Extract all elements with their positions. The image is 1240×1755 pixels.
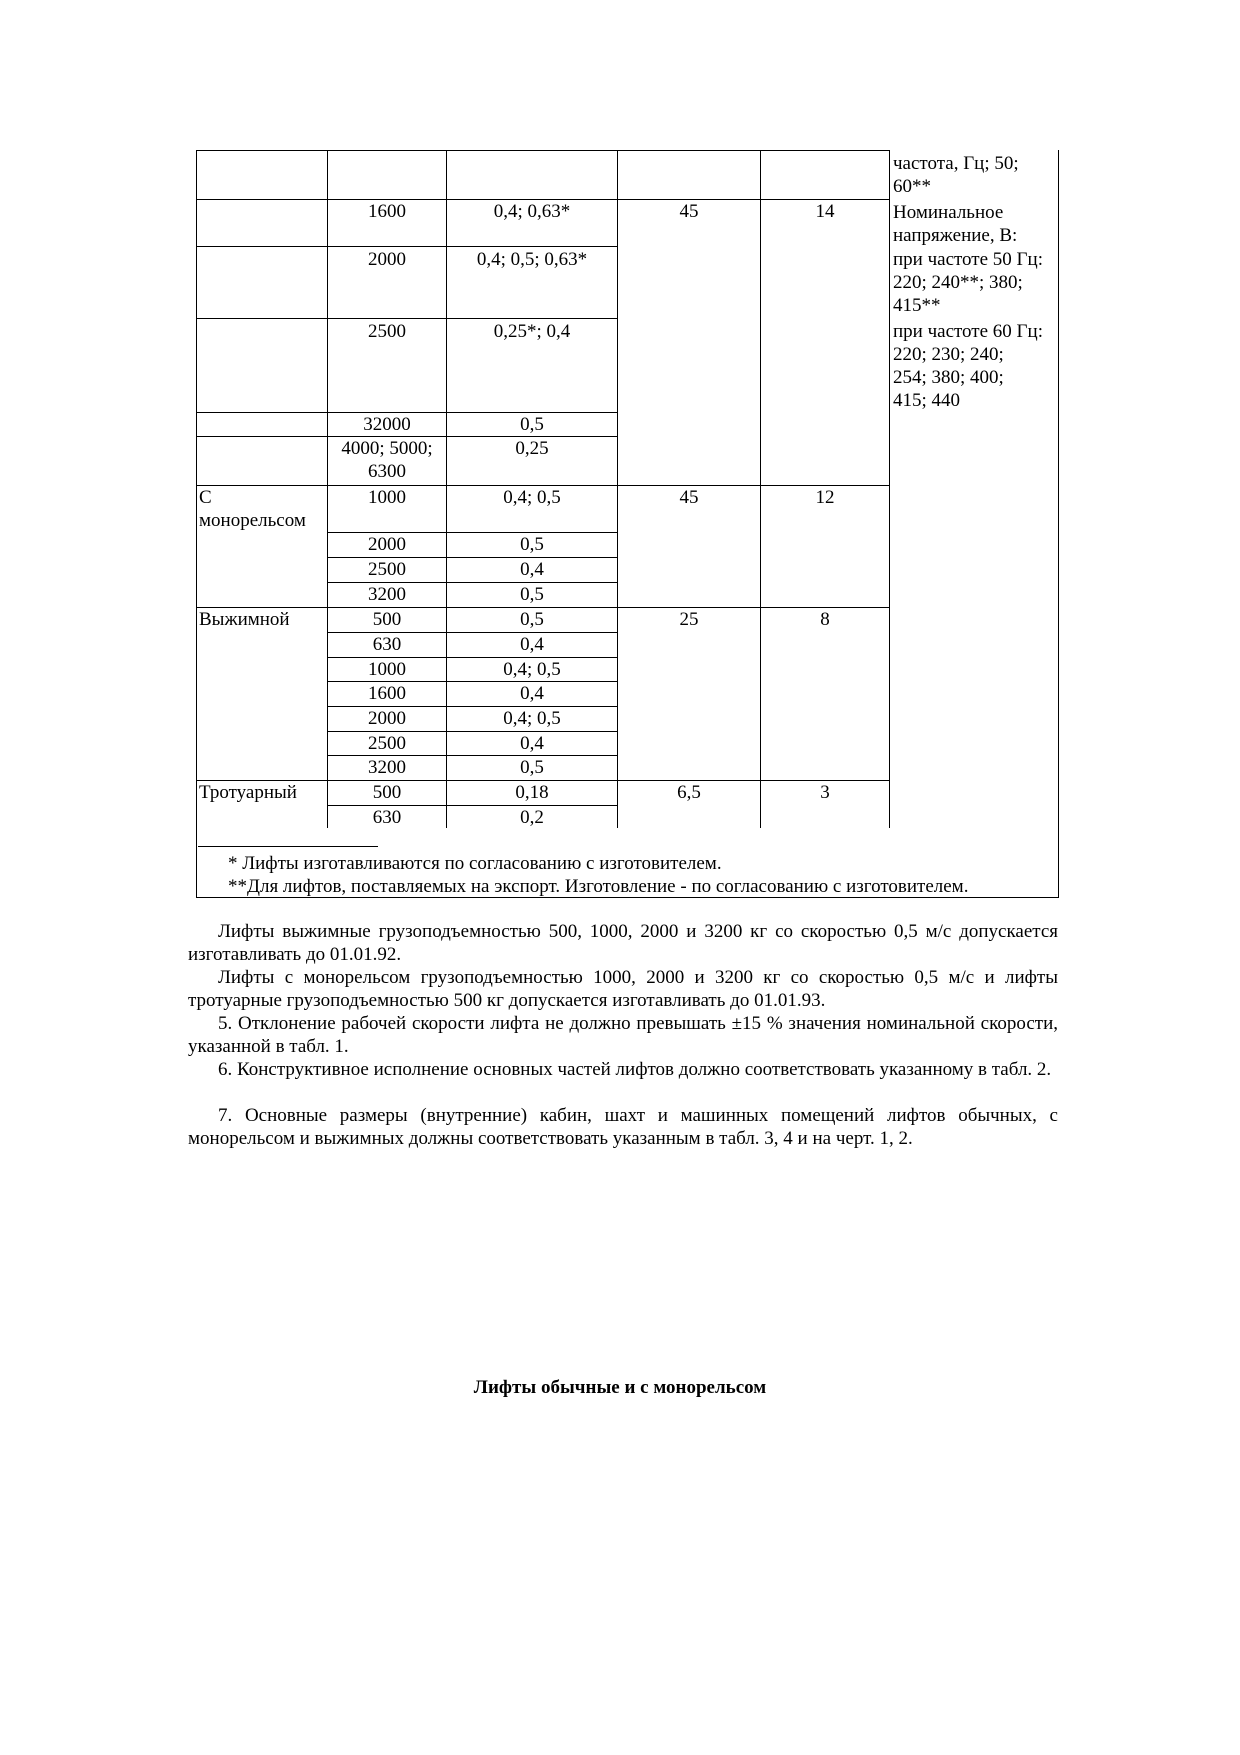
capacity-cell: 2000 xyxy=(368,708,406,729)
section-heading: Лифты обычные и с монорельсом xyxy=(473,1377,767,1398)
notes-voltage-50hz: при частоте 50 Гц: 220; 240**; 380; 415** xyxy=(893,249,1043,316)
capacity-cell: 1000 xyxy=(368,487,406,508)
capacity-cell: 2000 xyxy=(368,534,406,555)
capacity-cell: 500 xyxy=(372,782,402,803)
group-speed: 45 xyxy=(679,201,699,222)
capacity-cell: 500 xyxy=(372,609,402,630)
table-rule xyxy=(196,246,617,247)
paragraph-item-7: 7. Основные размеры (внутренние) кабин, шахт и машинных помещений лифтов обычных, с монорельсом и выжимных должны соответствовать указанным в табл. 3, 4 и на черт. 1, 2. xyxy=(188,1105,1058,1149)
capacity-cell: 3200 xyxy=(368,757,406,778)
group-stops: 3 xyxy=(820,782,830,803)
lift-type-cell: Выжимной xyxy=(199,609,290,630)
capacity-cell: 2500 xyxy=(368,733,406,754)
group-stops: 14 xyxy=(815,201,835,222)
capacity-cell: 3200 xyxy=(368,584,406,605)
table-rule xyxy=(196,150,889,151)
group-speed: 45 xyxy=(679,487,699,508)
velocity-cell: 0,4; 0,5 xyxy=(503,659,561,680)
table-border-left xyxy=(196,150,197,898)
capacity-cell: 4000; 5000; 6300 xyxy=(341,438,433,482)
notes-voltage-60hz: при частоте 60 Гц: 220; 230; 240; 254; 380; 400; 415; 440 xyxy=(893,321,1043,411)
table-divider xyxy=(889,150,890,828)
capacity-cell: 2500 xyxy=(368,321,406,342)
velocity-cell: 0,5 xyxy=(520,584,544,605)
group-stops: 12 xyxy=(815,487,835,508)
notes-frequency: частота, Гц; 50; 60** xyxy=(893,153,1019,197)
velocity-cell: 0,4 xyxy=(520,683,544,704)
velocity-cell: 0,5 xyxy=(520,757,544,778)
velocity-cell: 0,5 xyxy=(520,414,544,435)
velocity-cell: 0,4 xyxy=(520,559,544,580)
velocity-cell: 0,4; 0,63* xyxy=(493,201,571,222)
velocity-cell: 0,4; 0,5 xyxy=(503,487,561,508)
group-speed: 25 xyxy=(679,609,699,630)
capacity-cell: 1600 xyxy=(368,201,406,222)
velocity-cell: 0,2 xyxy=(520,807,544,828)
velocity-cell: 0,25 xyxy=(515,438,549,459)
capacity-cell: 1600 xyxy=(368,683,406,704)
paragraph-item-5: 5. Отклонение рабочей скорости лифта не должно превышать ±15 % значения номинальной скорости, указанной в табл. 1. xyxy=(188,1013,1058,1057)
velocity-cell: 0,25*; 0,4 xyxy=(493,321,571,342)
capacity-cell: 630 xyxy=(372,807,402,828)
velocity-cell: 0,4; 0,5 xyxy=(503,708,561,729)
velocity-cell: 0,5 xyxy=(520,609,544,630)
capacity-cell: 2000 xyxy=(368,249,406,270)
group-speed: 6,5 xyxy=(677,782,701,803)
footnote-2: **Для лифтов, поставляемых на экспорт. Изготовление - по согласованию с изготовителем. xyxy=(228,876,969,897)
table-rule xyxy=(196,318,617,319)
velocity-cell: 0,4 xyxy=(520,634,544,655)
capacity-cell: 2500 xyxy=(368,559,406,580)
paragraph-item-6: 6. Конструктивное исполнение основных частей лифтов должно соответствовать указанному в табл. 2. xyxy=(218,1059,1052,1080)
velocity-cell: 0,5 xyxy=(520,534,544,555)
footnote-1: * Лифты изготавливаются по согласованию с изготовителем. xyxy=(228,853,722,874)
footnote-separator xyxy=(198,846,378,847)
velocity-cell: 0,4; 0,5; 0,63* xyxy=(476,249,588,270)
velocity-cell: 0,4 xyxy=(520,733,544,754)
velocity-cell: 0,18 xyxy=(515,782,549,803)
capacity-cell: 32000 xyxy=(363,414,411,435)
lift-type-cell: С монорельсом xyxy=(199,487,306,531)
capacity-cell: 1000 xyxy=(368,659,406,680)
table-border-right xyxy=(1058,150,1059,898)
paragraph-vyzhimnye: Лифты выжимные грузоподъемностью 500, 1000, 2000 и 3200 кг со скоростью 0,5 м/с допускается изготавливать до 01.01.92. xyxy=(188,921,1058,965)
capacity-cell: 630 xyxy=(372,634,402,655)
group-stops: 8 xyxy=(820,609,830,630)
notes-nominal-voltage: Номинальное напряжение, В: xyxy=(893,202,1018,246)
paragraph-monorail: Лифты с монорельсом грузоподъемностью 1000, 2000 и 3200 кг со скоростью 0,5 м/с и лифты тротуарные грузоподъемностью 500 кг допускается изготавливать до 01.01.93. xyxy=(188,967,1058,1011)
lift-type-cell: Тротуарный xyxy=(199,782,297,803)
